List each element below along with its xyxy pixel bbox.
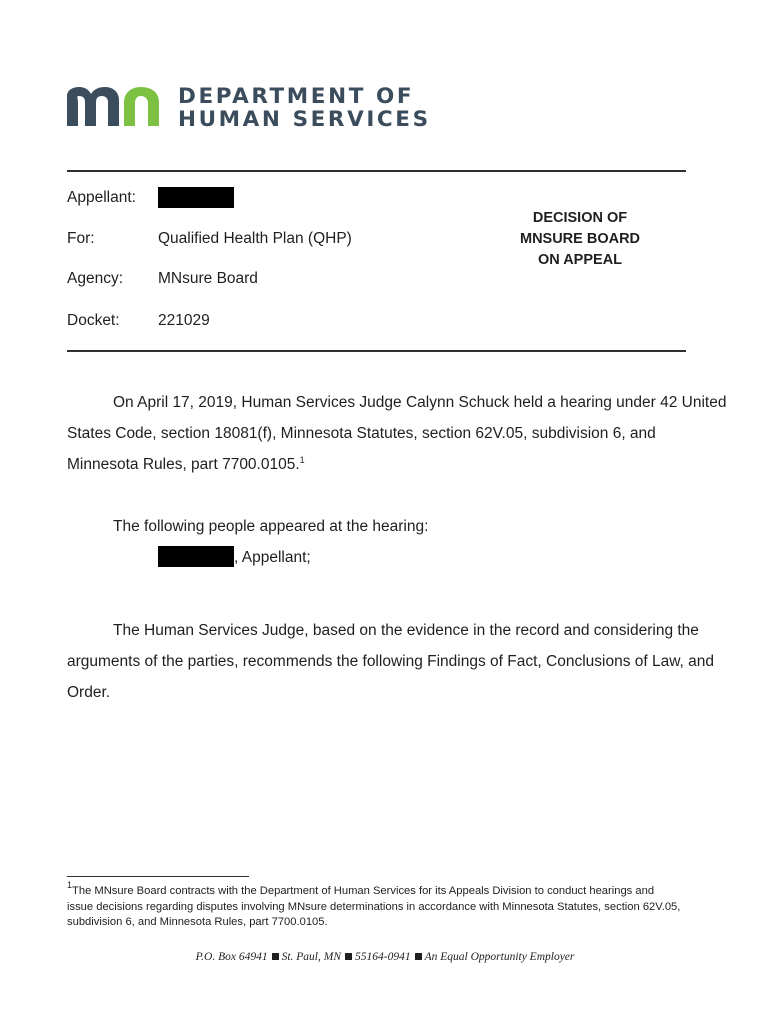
para1-line-3: Minnesota Rules, part 7700.0105.$^1$ xyxy=(67,455,305,473)
appearance-redaction xyxy=(158,546,234,567)
footnote-divider xyxy=(67,876,249,877)
logo-line-2: HUMAN SERVICES xyxy=(178,107,431,132)
footer-address: P.O. Box 64941 St. Paul, MN 55164-0941 An Equal Opportunity Employer xyxy=(195,951,575,963)
para1-line-1: On April 17, 2019, Human Services Judge Calynn Schuck held a hearing under 42 United xyxy=(113,394,727,411)
para3-line-3: Order. xyxy=(67,684,111,701)
para1-line-2: States Code, section 18081(f), Minnesota Statutes, section 62V.05, subdivision 6, and xyxy=(67,425,656,442)
docket-label: Docket: xyxy=(67,312,120,329)
appellant-label: Appellant: xyxy=(67,189,136,206)
agency-label: Agency: xyxy=(67,270,124,287)
footnote-marker: 1 xyxy=(67,880,73,890)
appellant-redaction xyxy=(158,187,234,208)
para2: The following people appeared at the hearing: xyxy=(113,518,429,535)
decision-title-line: MNSURE BOARD xyxy=(519,231,641,247)
decision-title xyxy=(480,208,680,271)
square-bullet-icon xyxy=(415,953,422,960)
decision-title-line: ON APPEAL xyxy=(537,252,623,268)
footnote-line-3: subdivision 6, and Minnesota Rules, part 7700.0105. xyxy=(67,916,328,928)
footnote-ref: 1 xyxy=(299,455,305,465)
footnote-line-1: $^1$The MNsure Board contracts with the Department of Human Services for its Appeals Division to conduct hearings and xyxy=(67,880,655,897)
para3-line-2: arguments of the parties, recommends the following Findings of Fact, Conclusions of Law, and xyxy=(67,653,715,670)
decision-title-line: DECISION OF xyxy=(532,210,628,226)
footnote xyxy=(67,880,707,931)
para3-line-1: The Human Services Judge, based on the evidence in the record and considering the xyxy=(113,622,699,639)
agency-value: MNsure Board xyxy=(158,270,258,287)
appearance-suffix: , Appellant; xyxy=(234,549,311,566)
top-divider xyxy=(67,170,686,172)
square-bullet-icon xyxy=(345,953,352,960)
bottom-divider xyxy=(67,350,686,352)
for-label: For: xyxy=(67,230,95,247)
square-bullet-icon xyxy=(272,953,279,960)
mn-logo-icon xyxy=(67,82,172,132)
logo-line-1: DEPARTMENT OF xyxy=(178,84,415,109)
dhs-logo xyxy=(67,82,431,132)
footnote-line-2: issue decisions regarding disputes involving MNsure determinations in accordance with Minnesota Statutes, section 62V.05, xyxy=(67,900,681,913)
for-value: Qualified Health Plan (QHP) xyxy=(158,230,352,247)
docket-value: 221029 xyxy=(158,312,210,329)
